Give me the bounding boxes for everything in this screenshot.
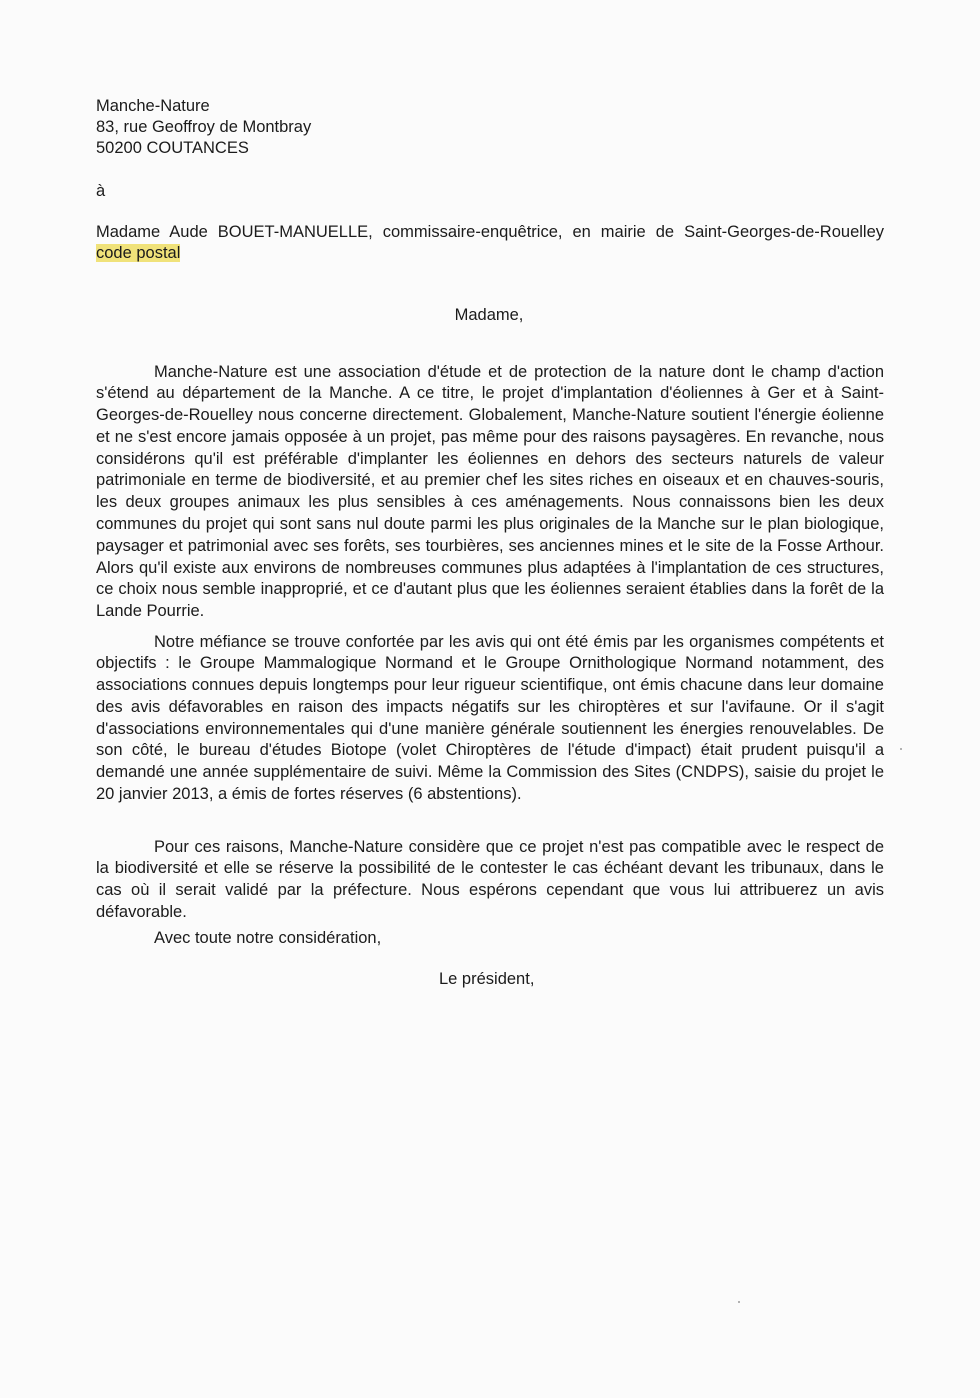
salutation: [0, 305, 980, 326]
salutation-text: Madame,: [454, 306, 524, 324]
body-paragraph-2: Notre méfiance se trouve confortée par les avis qui ont été émis par les organismes compétents et objectifs : le Groupe Mammalogique Normand et le Groupe Ornithologique Normand notamment, des associations connues depuis longtemps pour leur rigueur scientifique, ont émis chacune dans leur domaine des avis défavorables en raison des impacts négatifs sur les chiroptères et sur l'avifaune. Or il s'agit d'associations environnementales qui d'une manière générale soutiennent les énergies renouvelables. De son côté, le bureau d'études Biotope (volet Chiroptères de l'étude d'impact) était prudent puisqu'il a demandé une année supplémentaire de suivi. Même la Commission des Sites (CNDPS), saisie du projet le 20 janvier 2013, a émis de fortes réserves (6 abstentions).: [96, 632, 884, 804]
sender-street: 83, rue Geoffroy de Montbray: [96, 118, 312, 136]
recipient-address: [96, 222, 884, 264]
closing-line: Avec toute notre considération,: [154, 929, 382, 947]
recipient-prefix: à: [96, 182, 106, 200]
highlighted-placeholder: code postal: [96, 244, 181, 262]
recipient-text: Madame Aude BOUET-MANUELLE, commissaire-enquêtrice, en mairie de Saint-Georges-de-Rouelley: [96, 223, 884, 241]
sender-city: 50200 COUTANCES: [96, 139, 249, 157]
body-paragraph-1: Manche-Nature est une association d'étude et de protection de la nature dont le champ d'action s'étend au département de la Manche. A ce titre, le projet d'implantation d'éoliennes à Ger et à Saint-Georges-de-Rouelley nous concerne directement. Globalement, Manche-Nature soutient l'énergie éolienne et ne s'est encore jamais opposée à un projet, pas même pour des raisons paysagères. En revanche, nous considérons qu'il est préférable d'implanter les éoliennes en dehors des secteurs naturels de valeur patrimoniale en terme de biodiversité, et au premier chef les sites riches en oiseaux et en chauves-souris, les deux groupes animaux les plus sensibles à ces aménagements. Nous connaissons bien les deux communes du projet qui sont sans nul doute parmi les plus originales de la Manche sur le plan biologique, paysager et patrimonial avec ses forêts, ses tourbières, ses anciennes mines et le site de la Fosse Arthour. Alors qu'il existe aux environs de nombreuses communes plus adaptées à l'implantation de ces structures, ce choix nous semble inapproprié, et ce d'autant plus que les éoliennes seraient établies dans la forêt de la Lande Pourrie.: [96, 362, 884, 621]
scan-speck: [900, 748, 902, 750]
signature-line: Le président,: [439, 970, 535, 988]
body-paragraph-3: Pour ces raisons, Manche-Nature considère que ce projet n'est pas compatible avec le respect de la biodiversité et elle se réserve la possibilité de le contester le cas échéant devant les tribunaux, dans le cas où il serait validé par la préfecture. Nous espérons cependant que vous lui attribuerez un avis défavorable.: [96, 837, 884, 921]
sender-name: Manche-Nature: [96, 97, 210, 115]
scan-speck: [738, 1301, 740, 1303]
sender-address: [96, 96, 311, 159]
